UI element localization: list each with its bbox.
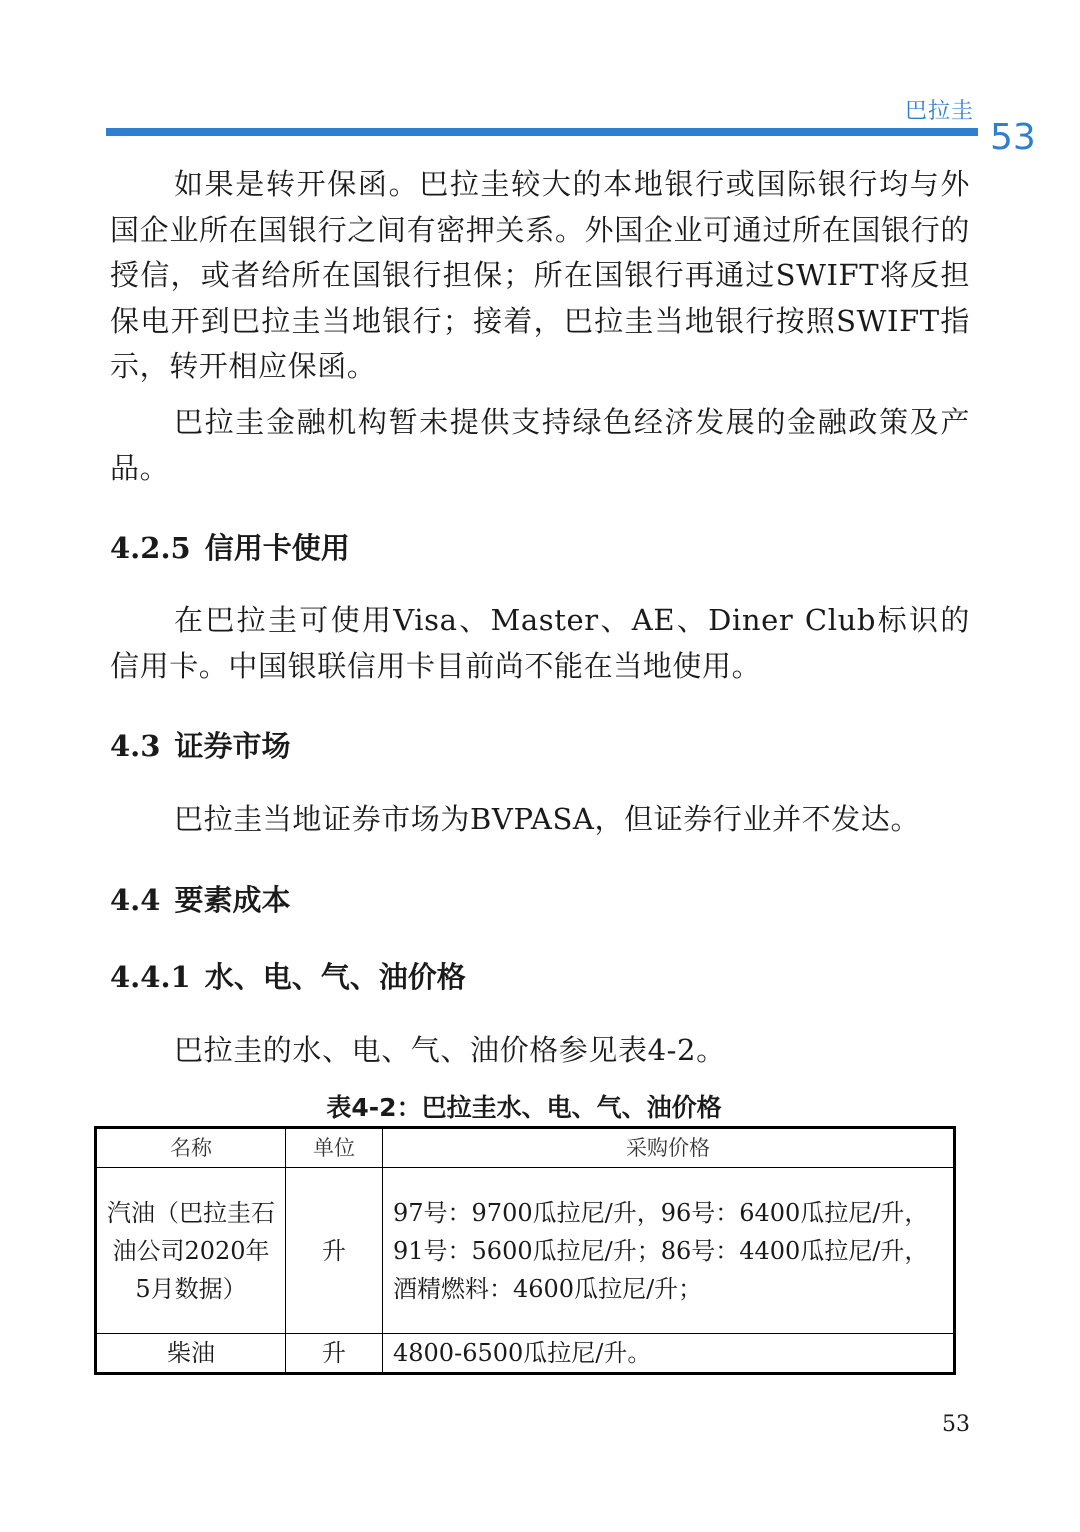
cell-unit: 升 (286, 1168, 383, 1334)
section-title: 信用卡使用 (204, 531, 350, 565)
footer-page-number: 53 (942, 1412, 970, 1437)
section-title: 要素成本 (174, 883, 291, 917)
running-header-country: 巴拉圭 (904, 99, 974, 124)
section-heading-4-2-5 (110, 528, 970, 568)
column-header-name: 名称 (96, 1128, 286, 1168)
column-header-unit: 单位 (286, 1128, 383, 1168)
table-row (96, 1334, 955, 1374)
paragraph-securities-market: 巴拉圭当地证券市场为BVPASA，但证券行业并不发达。 (174, 802, 921, 836)
section-title: 水、电、气、油价格 (204, 960, 466, 994)
paragraph-guarantee-transfer: 如果是转开保函。巴拉圭较大的本地银行或国际银行均与外国企业所在国银行之间有密押关系。外国企业可通过所在国银行的授信，或者给所在国银行担保；所在国银行再通过SWIFT将反担保电开到巴拉圭当地银行；接着，巴拉圭当地银行按照SWIFT指示，转开相应保函。 (110, 167, 970, 383)
column-header-price: 采购价格 (383, 1128, 955, 1168)
section-number: 4.4 (110, 883, 161, 917)
header-rule (106, 128, 978, 136)
paragraph-green-finance: 巴拉圭金融机构暂未提供支持绿色经济发展的金融政策及产品。 (110, 405, 970, 485)
table-row (96, 1168, 955, 1334)
cell-name: 汽油（巴拉圭石油公司2020年5月数据） (96, 1168, 286, 1334)
section-heading-4-4 (110, 880, 970, 920)
paragraph-credit-cards: 在巴拉圭可使用Visa、Master、AE、Diner Club标识的信用卡。中国银联信用卡目前尚不能在当地使用。 (110, 603, 970, 683)
cell-price: 97号：9700瓜拉尼/升，96号：6400瓜拉尼/升，91号：5600瓜拉尼/升；86号：4400瓜拉尼/升，酒精燃料：4600瓜拉尼/升； (383, 1168, 955, 1334)
running-header-page-number: 53 (990, 117, 1036, 158)
section-title: 证券市场 (174, 729, 291, 763)
paragraph-table-reference: 巴拉圭的水、电、气、油价格参见表4-2。 (174, 1033, 726, 1067)
section-number: 4.2.5 (110, 531, 191, 565)
cell-unit: 升 (286, 1334, 383, 1374)
table-header-row (96, 1128, 955, 1168)
section-heading-4-4-1 (110, 957, 970, 997)
cell-price: 4800-6500瓜拉尼/升。 (383, 1334, 955, 1374)
section-number: 4.3 (110, 729, 161, 763)
price-table (94, 1126, 956, 1375)
section-heading-4-3 (110, 726, 970, 766)
table-caption: 表4-2：巴拉圭水、电、气、油价格 (326, 1093, 722, 1122)
cell-name: 柴油 (96, 1334, 286, 1374)
section-number: 4.4.1 (110, 960, 191, 994)
